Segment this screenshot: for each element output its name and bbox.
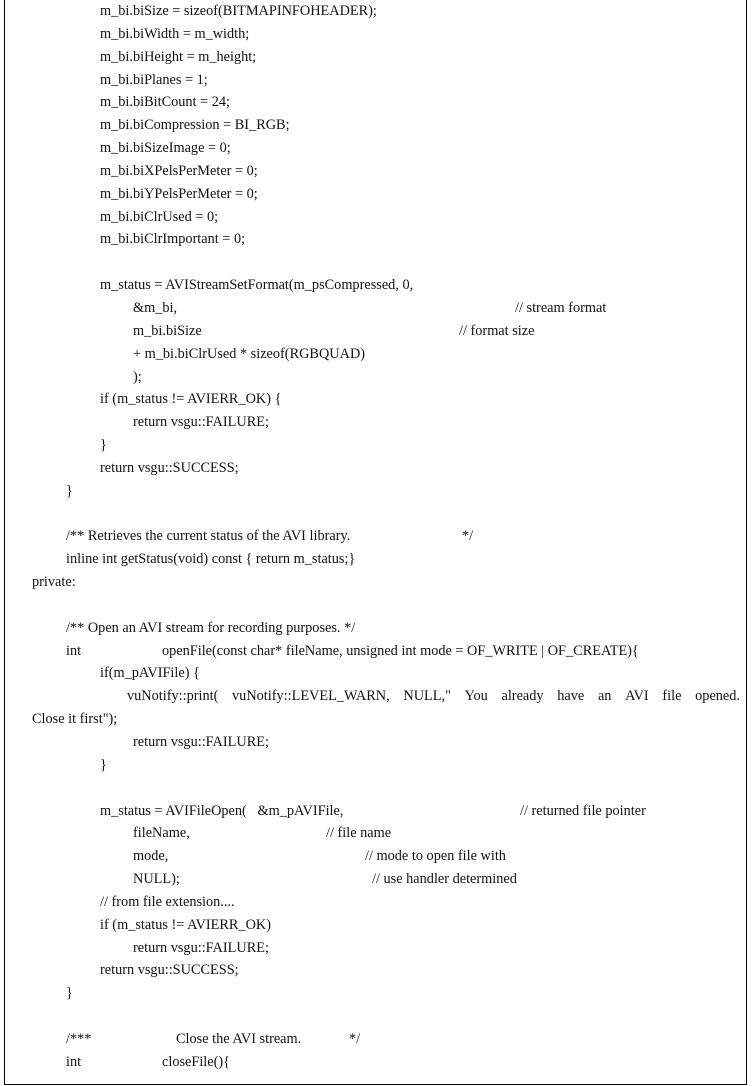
code-line [5, 274, 746, 297]
code-word: file [662, 688, 682, 705]
code-comment: // mode to open file with [365, 848, 506, 865]
code-text: m_bi.biSize [133, 322, 202, 339]
code-text: int [66, 642, 82, 659]
code-line [5, 411, 746, 434]
code-line [5, 23, 746, 46]
code-comment: // format size [459, 322, 535, 339]
code-text: m_bi.biPlanes = 1; [100, 71, 208, 88]
code-text: m_status = AVIStreamSetFormat(m_psCompressed, 0, [100, 277, 414, 294]
code-text: private: [32, 574, 76, 591]
blank-line [5, 251, 746, 274]
code-text: return vsgu::SUCCESS; [100, 962, 239, 979]
blank-line [5, 777, 746, 800]
code-word: an [597, 688, 612, 705]
code-line [5, 480, 746, 503]
code-line [5, 868, 746, 891]
code-line [5, 662, 746, 685]
code-line [5, 434, 746, 457]
code-text: int [66, 1053, 82, 1070]
code-text: m_bi.biClrImportant = 0; [100, 231, 246, 248]
code-line [5, 845, 746, 868]
code-line [5, 228, 746, 251]
blank-line [5, 503, 746, 526]
code-text: fileName, [133, 825, 190, 842]
code-word: You [464, 688, 488, 705]
code-text: if(m_pAVIFile) { [100, 665, 200, 682]
code-text: return vsgu::FAILURE; [133, 734, 269, 750]
code-text: m_bi.biYPelsPerMeter = 0; [100, 185, 258, 202]
code-line [5, 343, 746, 366]
code-line [5, 754, 746, 777]
code-text: NULL); [133, 871, 180, 888]
code-text: return vsgu::FAILURE; [133, 414, 269, 431]
code-line [5, 457, 746, 480]
code-line [5, 822, 746, 845]
code-line-wrapped-first [127, 685, 740, 708]
code-comment: // stream format [515, 299, 607, 316]
code-text: m_bi.biClrUsed = 0; [100, 208, 219, 225]
code-text: m_bi.biBitCount = 24; [100, 94, 230, 111]
code-line [5, 388, 746, 411]
code-text: m_bi.biXPelsPerMeter = 0; [100, 162, 258, 179]
code-text: m_bi.biCompression = BI_RGB; [100, 117, 290, 134]
code-text: ); [133, 368, 142, 385]
code-line [5, 366, 746, 389]
code-word: have [557, 688, 585, 705]
code-line [5, 937, 746, 960]
code-text: m_bi.biSizeImage = 0; [100, 140, 231, 157]
code-line [5, 1051, 746, 1074]
code-line [5, 982, 746, 1005]
code-line [5, 525, 746, 548]
code-line [5, 69, 746, 92]
code-text: } [66, 985, 73, 1002]
code-text: /** Open an AVI stream for recording purposes. */ [66, 619, 356, 636]
code-comment: // file name [326, 825, 392, 842]
code-word: AVI [625, 688, 649, 705]
code-comment: // returned file pointer [520, 802, 646, 819]
code-text: // from file extension.... [100, 893, 235, 910]
code-line [5, 914, 746, 937]
code-line [5, 959, 746, 982]
code-comment: openFile(const char* fileName, unsigned int mode = OF_WRITE | OF_CREATE){ [162, 642, 639, 659]
code-line [5, 0, 746, 23]
code-text: } [66, 482, 73, 499]
code-text: return vsgu::SUCCESS; [100, 459, 239, 476]
code-word: vuNotify::LEVEL_WARN, [232, 688, 390, 705]
code-line [5, 160, 746, 183]
code-line [5, 206, 746, 229]
code-line [5, 800, 746, 823]
code-text: inline int getStatus(void) const { return m_status;} [66, 551, 356, 568]
code-comment-end: */ [349, 1030, 361, 1047]
code-line-wrapped-second: Close it first"); [32, 711, 118, 728]
code-line [5, 183, 746, 206]
code-line [5, 297, 746, 320]
code-listing [5, 0, 746, 1074]
code-word: opened. [695, 688, 740, 705]
code-text: m_status = AVIFileOpen( &m_pAVIFile, [100, 802, 344, 819]
code-line [5, 731, 746, 754]
code-text: /*** [66, 1030, 92, 1047]
code-line [5, 46, 746, 69]
code-line [5, 1028, 746, 1051]
code-text: /** Retrieves the current status of the AVI library. [66, 528, 351, 545]
code-text: m_bi.biWidth = m_width; [100, 25, 250, 42]
code-line [5, 640, 746, 663]
code-line [5, 571, 746, 594]
code-line [5, 320, 746, 343]
code-text: if (m_status != AVIERR_OK) [100, 916, 272, 933]
code-text: + m_bi.biClrUsed * sizeof(RGBQUAD) [133, 345, 366, 362]
blank-line [5, 594, 746, 617]
code-comment: Close the AVI stream. [176, 1030, 302, 1047]
code-word: NULL," [403, 688, 451, 705]
code-comment: // use handler determined [372, 871, 517, 888]
code-frame [4, 0, 747, 1085]
code-line [5, 617, 746, 640]
code-line [5, 114, 746, 137]
code-text: &m_bi, [133, 299, 178, 316]
code-line [5, 548, 746, 571]
blank-line [5, 1005, 746, 1028]
code-line [5, 91, 746, 114]
code-text: return vsgu::FAILURE; [133, 939, 269, 956]
code-line [5, 137, 746, 160]
code-text: mode, [133, 848, 169, 865]
code-comment: */ [462, 528, 474, 545]
code-text: if (m_status != AVIERR_OK) { [100, 391, 282, 408]
code-text: m_bi.biHeight = m_height; [100, 48, 257, 65]
code-text: m_bi.biSize = sizeof(BITMAPINFOHEADER); [100, 3, 377, 19]
code-comment: closeFile(){ [162, 1053, 231, 1070]
code-line-wrapped [5, 685, 746, 731]
code-line [5, 891, 746, 914]
code-word: already [501, 688, 544, 705]
code-text: } [100, 437, 107, 454]
code-word: vuNotify::print( [127, 688, 219, 705]
code-text: } [100, 756, 107, 773]
